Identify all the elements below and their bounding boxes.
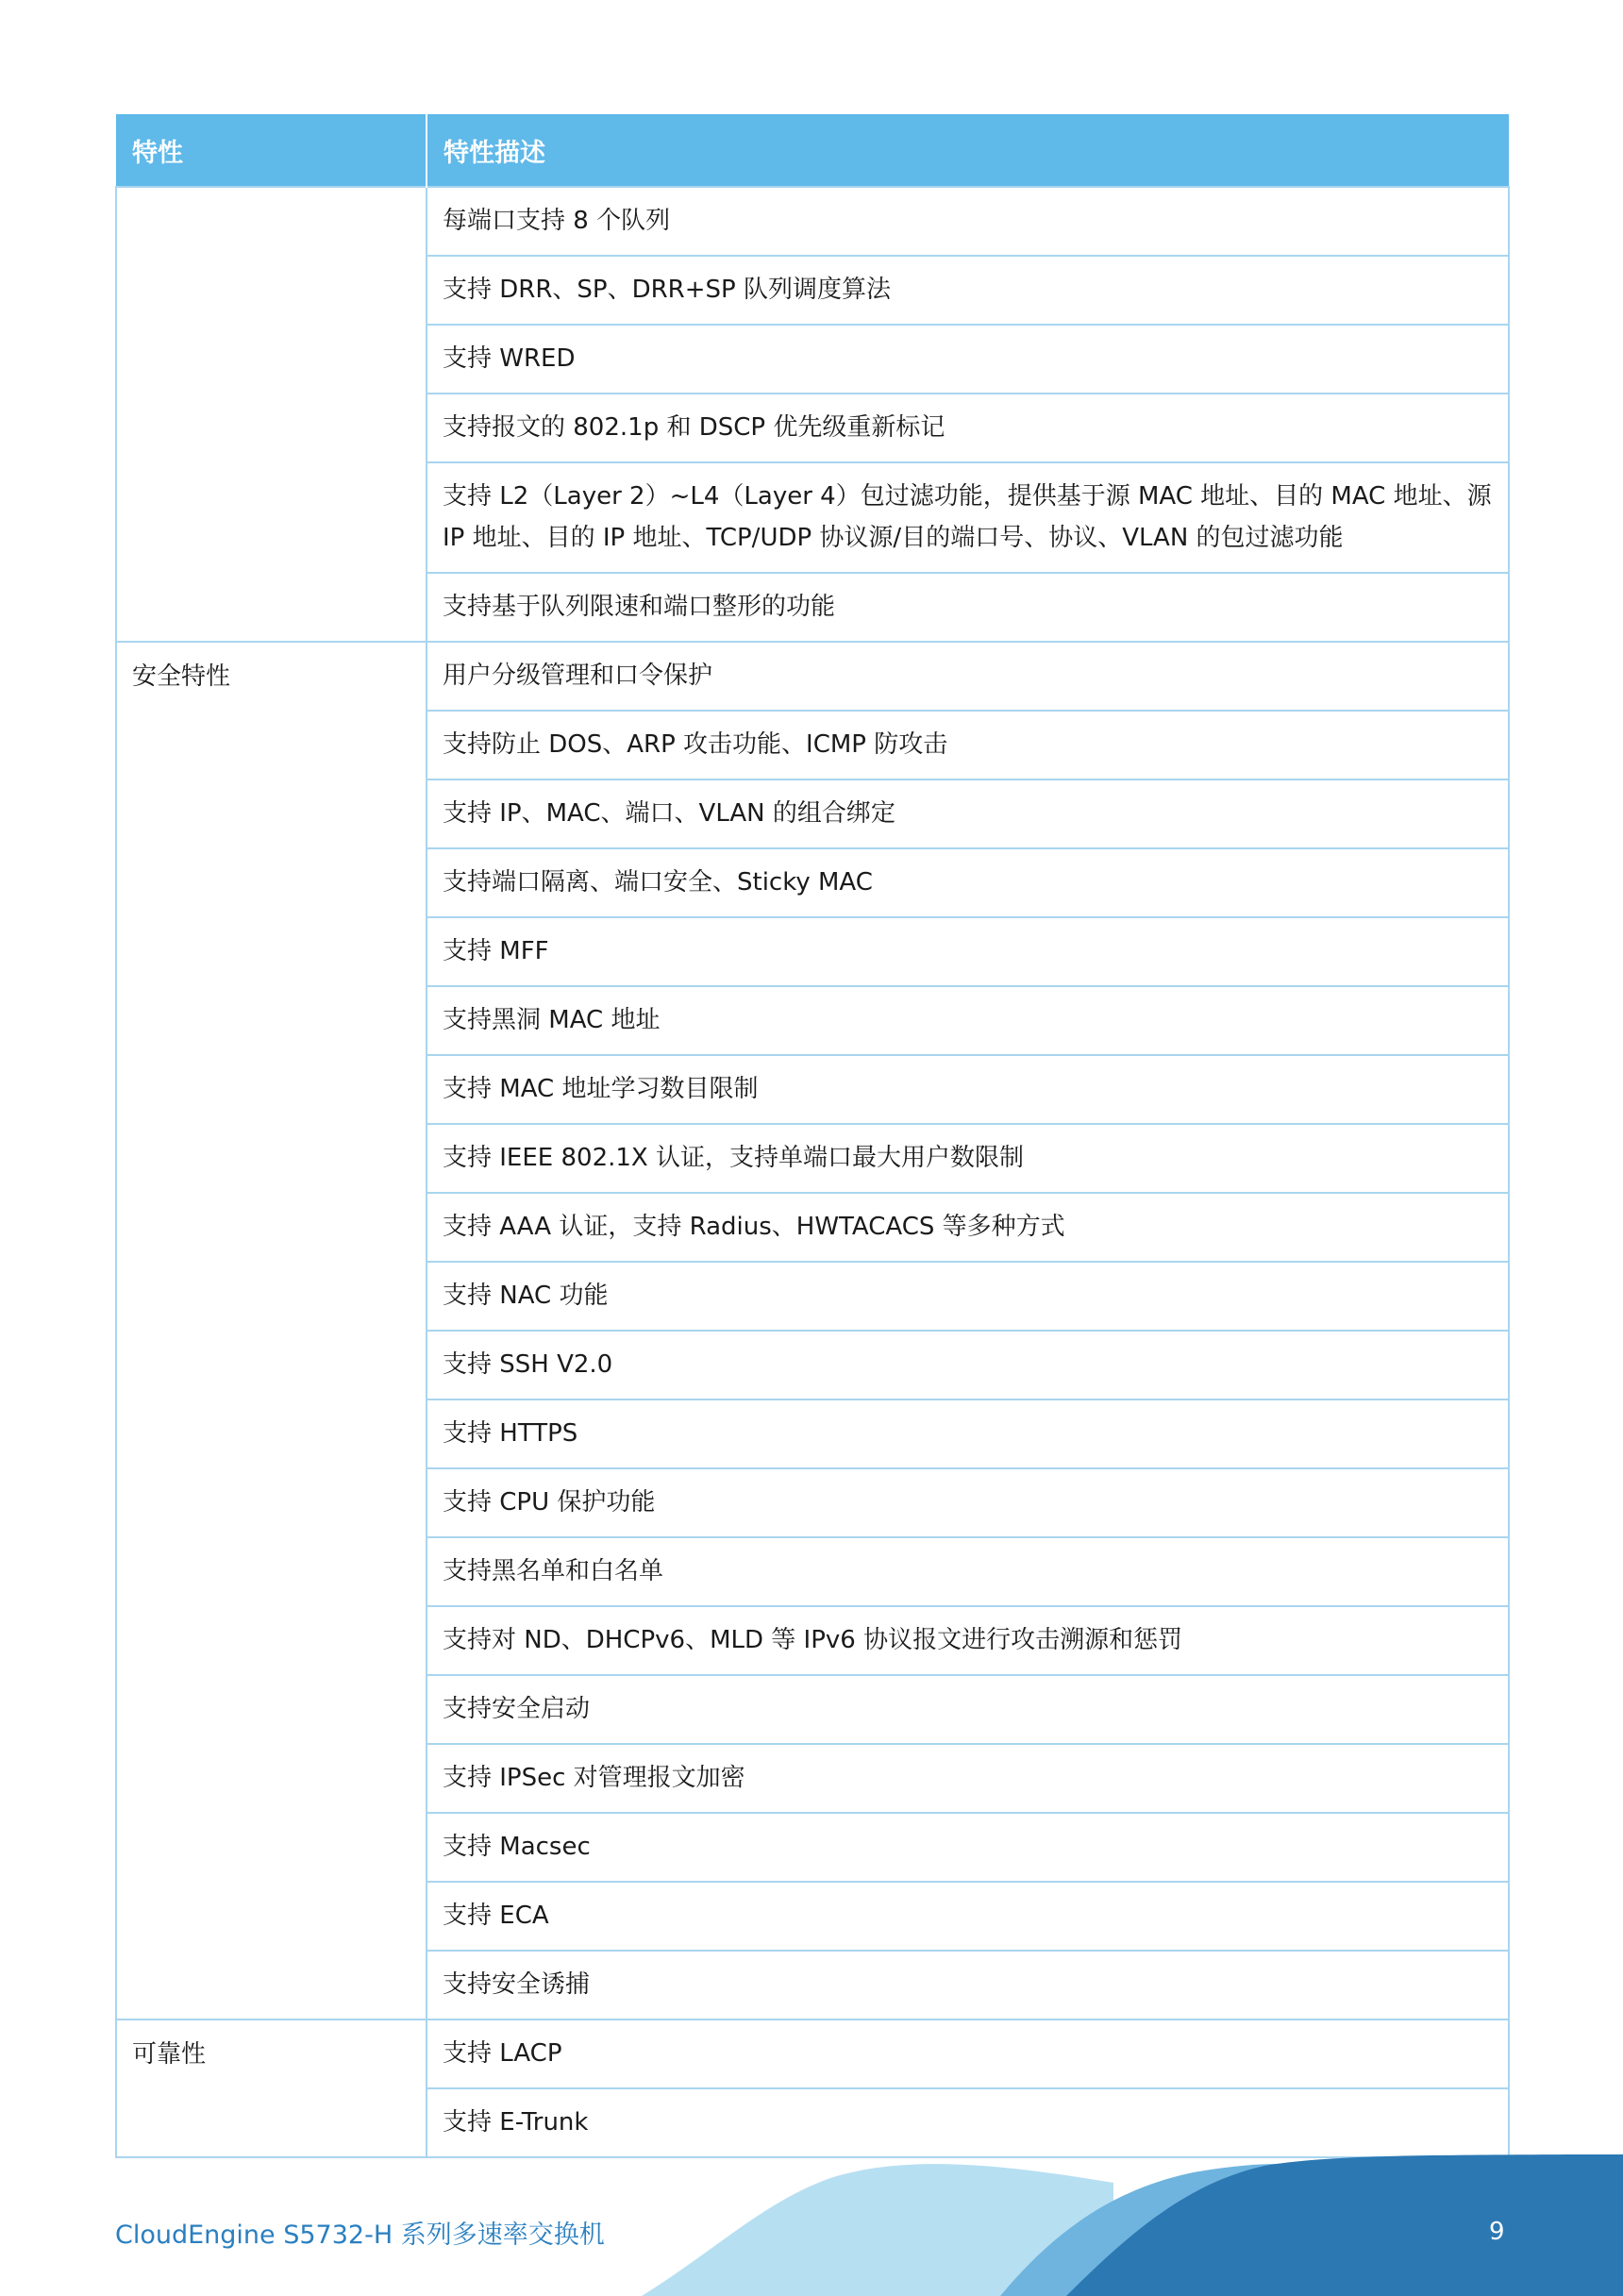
feature-description-cell: 支持基于队列限速和端口整形的功能: [427, 573, 1509, 642]
feature-description-cell: 支持 IP、MAC、端口、VLAN 的组合绑定: [427, 779, 1509, 848]
feature-description-cell: 支持 IEEE 802.1X 认证，支持单端口最大用户数限制: [427, 1124, 1509, 1193]
feature-description-cell: 支持 MAC 地址学习数目限制: [427, 1055, 1509, 1124]
feature-description-cell: 支持 Macsec: [427, 1813, 1509, 1882]
table-row: [116, 642, 1509, 711]
table-body: [116, 187, 1509, 2157]
feature-description-cell: 支持报文的 802.1p 和 DSCP 优先级重新标记: [427, 394, 1509, 462]
feature-description-cell: 支持防止 DOS、ARP 攻击功能、ICMP 防攻击: [427, 711, 1509, 779]
feature-description-cell: 支持 MFF: [427, 917, 1509, 986]
header-feature: 特性: [116, 114, 427, 187]
feature-description-cell: 每端口支持 8 个队列: [427, 187, 1509, 256]
feature-category-cell: 可靠性: [116, 2019, 427, 2157]
feature-description-cell: 支持对 ND、DHCPv6、MLD 等 IPv6 协议报文进行攻击溯源和惩罚: [427, 1606, 1509, 1675]
feature-description-cell: 支持 NAC 功能: [427, 1262, 1509, 1331]
feature-description-cell: 支持端口隔离、端口安全、Sticky MAC: [427, 848, 1509, 917]
feature-description-cell: 支持 DRR、SP、DRR+SP 队列调度算法: [427, 256, 1509, 325]
footer-document-title: CloudEngine S5732-H 系列多速率交换机: [115, 2221, 605, 2250]
feature-description-cell: 支持安全启动: [427, 1675, 1509, 1744]
feature-description-cell: 支持黑洞 MAC 地址: [427, 986, 1509, 1055]
wave-dark: [1066, 2154, 1623, 2296]
feature-description-cell: 支持 WRED: [427, 325, 1509, 394]
feature-description-cell: 支持 SSH V2.0: [427, 1331, 1509, 1399]
feature-description-cell: 支持安全诱捕: [427, 1951, 1509, 2019]
feature-description-cell: 支持 E-Trunk: [427, 2088, 1509, 2157]
feature-description-cell: 支持 L2（Layer 2）~L4（Layer 4）包过滤功能，提供基于源 MAC 地址、目的 MAC 地址、源 IP 地址、目的 IP 地址、TCP/UDP 协议源/目的端口号、协议、VLAN 的包过滤功能: [427, 462, 1509, 573]
feature-table: [115, 114, 1510, 2158]
feature-category-cell: 安全特性: [116, 642, 427, 2019]
table-row: [116, 2019, 1509, 2088]
header-feature-description: 特性描述: [427, 114, 1509, 187]
feature-description-cell: 用户分级管理和口令保护: [427, 642, 1509, 711]
table-row: [116, 187, 1509, 256]
feature-description-cell: 支持黑名单和白名单: [427, 1537, 1509, 1606]
feature-description-cell: 支持 ECA: [427, 1882, 1509, 1951]
feature-description-cell: 支持 LACP: [427, 2019, 1509, 2088]
feature-description-cell: 支持 IPSec 对管理报文加密: [427, 1744, 1509, 1813]
feature-category-cell: [116, 187, 427, 642]
feature-description-cell: 支持 CPU 保护功能: [427, 1468, 1509, 1537]
feature-description-cell: 支持 HTTPS: [427, 1399, 1509, 1468]
table-header-row: [116, 114, 1509, 187]
page-number: 9: [1489, 2218, 1505, 2246]
feature-description-cell: 支持 AAA 认证，支持 Radius、HWTACACS 等多种方式: [427, 1193, 1509, 1262]
